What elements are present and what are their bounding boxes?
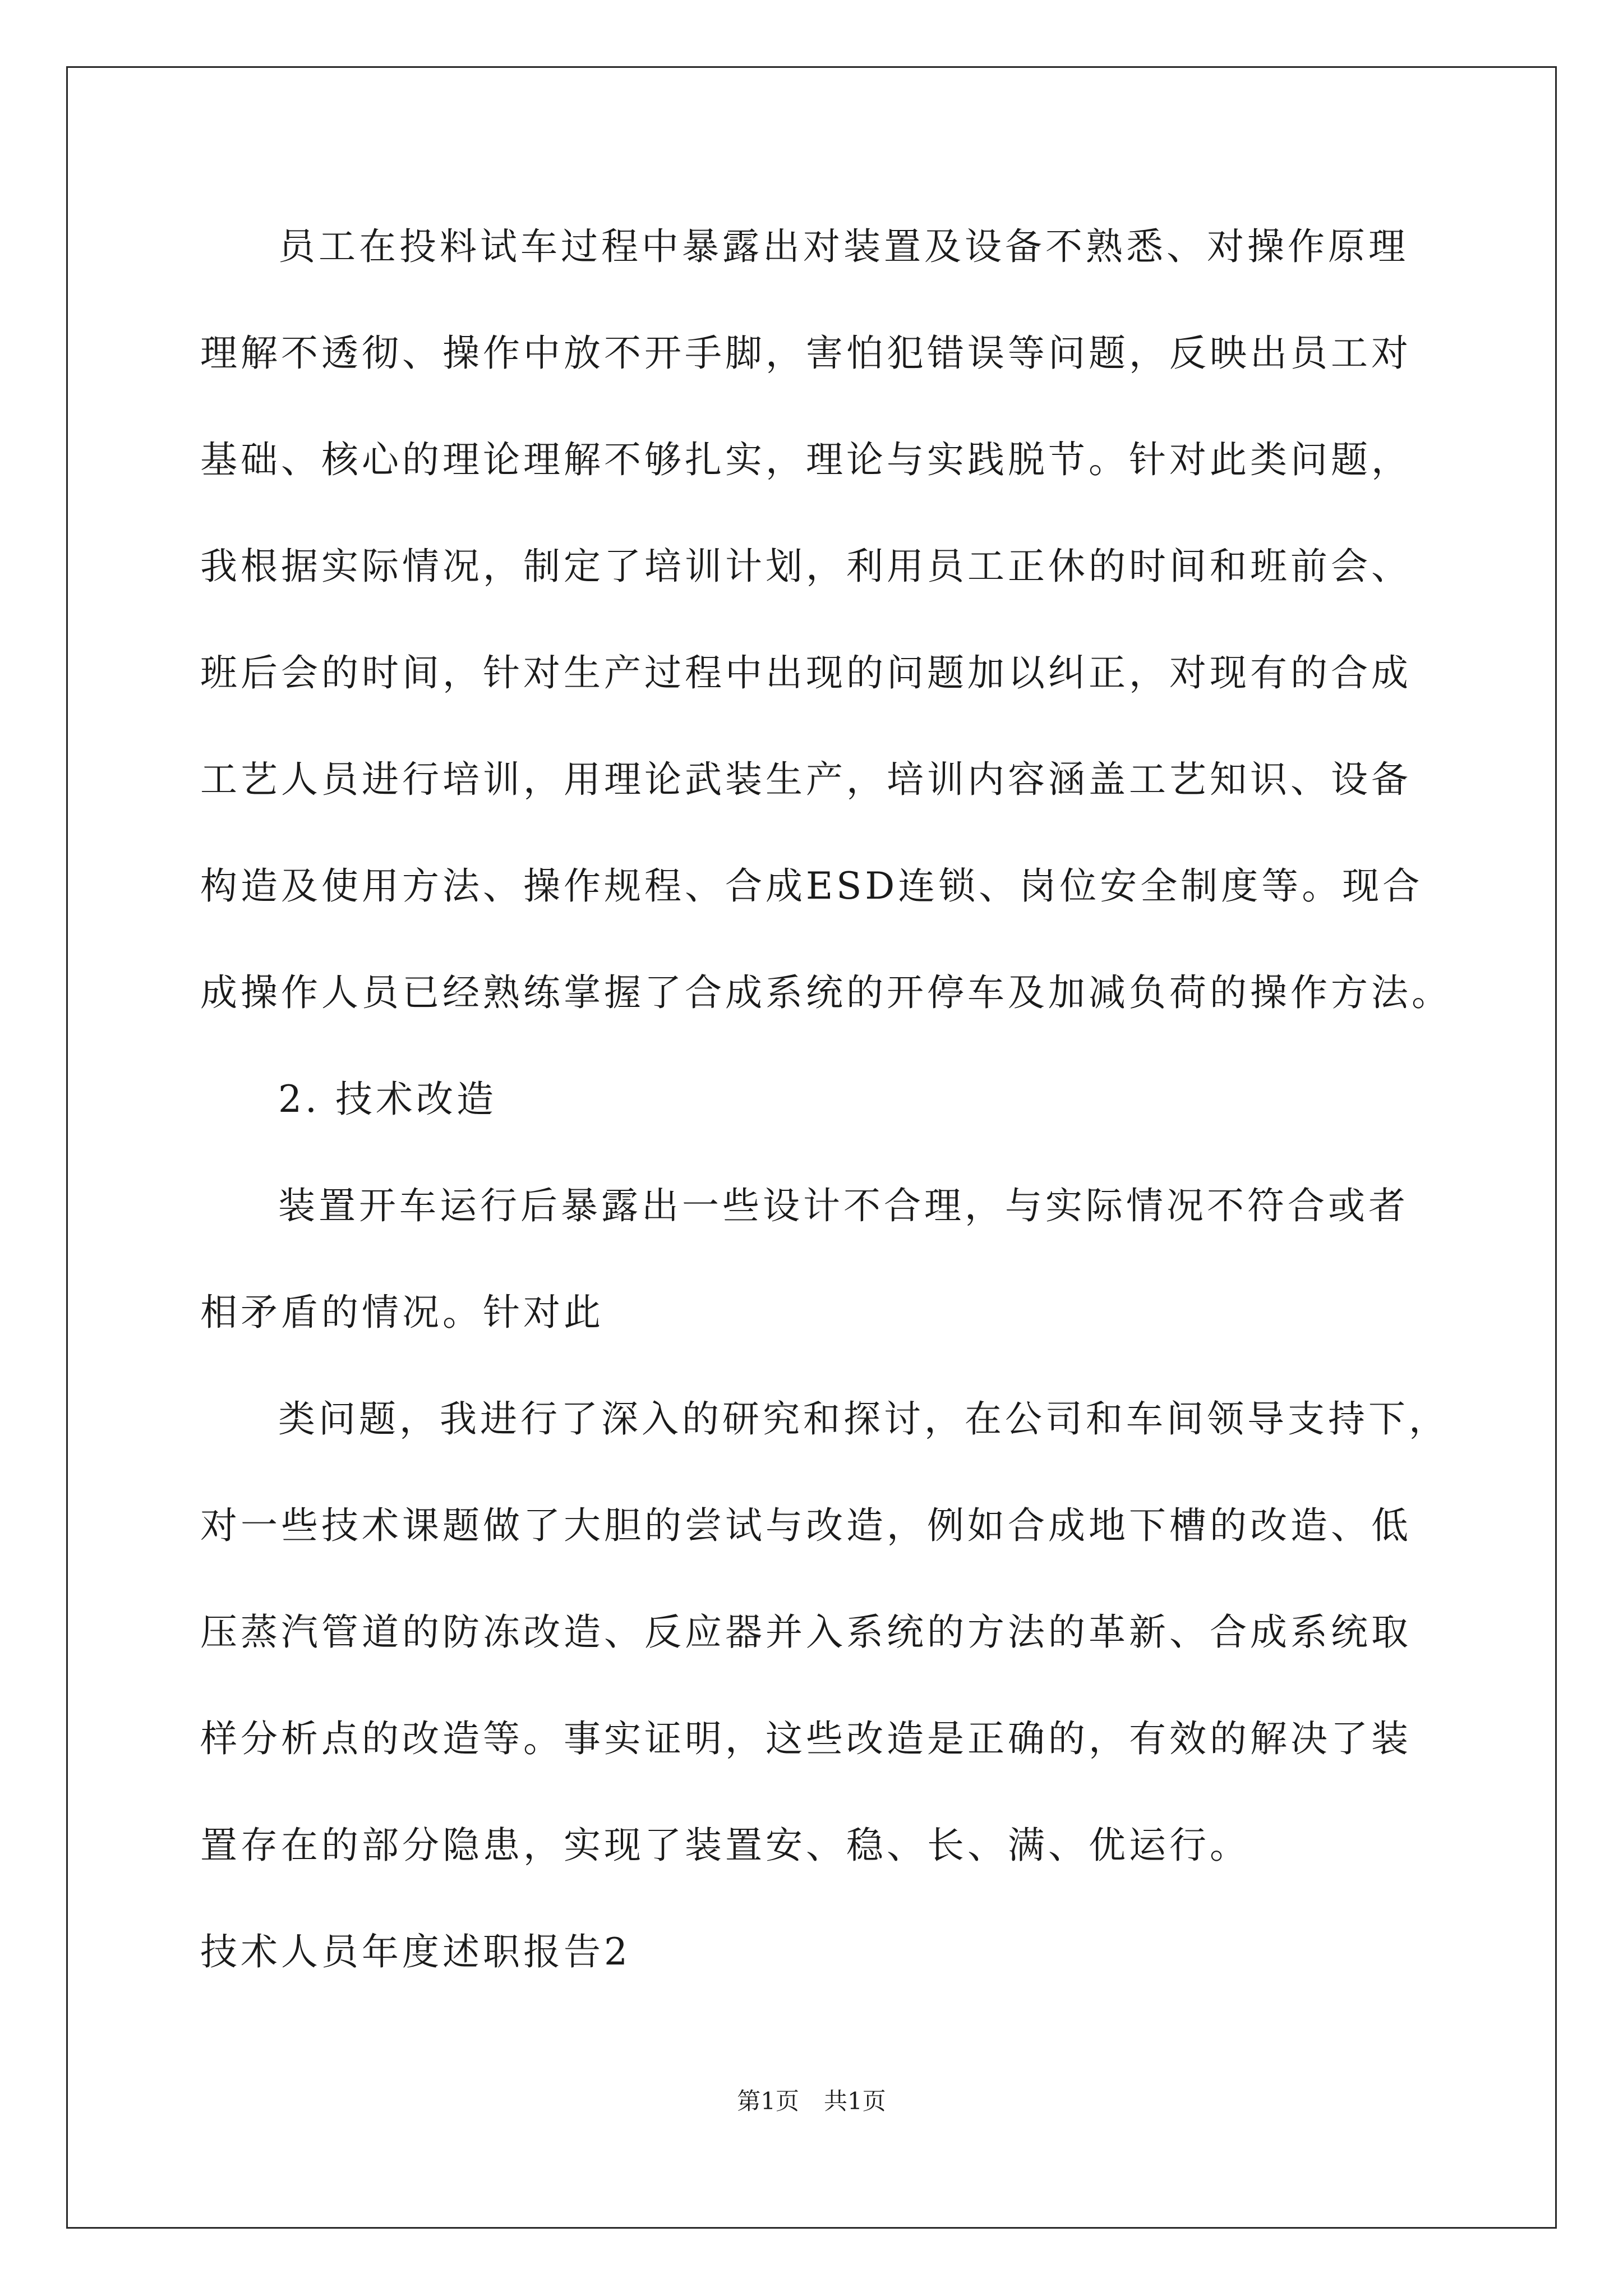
paragraph-1-line-2: 理解不透彻、操作中放不开手脚，害怕犯错误等问题，反映出员工对 [200,332,1412,375]
page-footer [0,2086,1623,2117]
paragraph-2-line-1: 装置开车运行后暴露出一些设计不合理，与实际情况不符合或者 [278,1184,1409,1227]
paragraph-1-line-6: 工艺人员进行培训，用理论武装生产，培训内容涵盖工艺知识、设备 [200,758,1412,801]
paragraph-1-line-5: 班后会的时间，针对生产过程中出现的问题加以纠正，对现有的合成 [200,651,1412,694]
paragraph-3-line-1: 类问题，我进行了深入的研究和探讨，在公司和车间领导支持下， [278,1397,1449,1441]
paragraph-3-line-5: 置存在的部分隐患，实现了装置安、稳、长、满、优运行。 [200,1824,1250,1867]
paragraph-1-line-4: 我根据实际情况，制定了培训计划，利用员工正休的时间和班前会、 [200,545,1412,588]
section-heading: 2. 技术改造 [278,1078,497,1121]
next-report-title: 技术人员年度述职报告2 [200,1930,631,1973]
paragraph-1-line-7: 构造及使用方法、操作规程、合成ESD连锁、岗位安全制度等。现合 [200,864,1423,908]
page-border [66,66,1557,2229]
paragraph-3-line-3: 压蒸汽管道的防冻改造、反应器并入系统的方法的革新、合成系统取 [200,1611,1412,1654]
paragraph-1-line-3: 基础、核心的理论理解不够扎实，理论与实践脱节。针对此类问题， [200,438,1412,481]
paragraph-1-line-8: 成操作人员已经熟练掌握了合成系统的开停车及加减负荷的操作方法。 [200,971,1452,1014]
paragraph-3-line-2: 对一些技术课题做了大胆的尝试与改造，例如合成地下槽的改造、低 [200,1504,1412,1547]
paragraph-1-line-1: 员工在投料试车过程中暴露出对装置及设备不熟悉、对操作原理 [278,225,1409,268]
page-number-label: 第1页 [737,2087,799,2115]
total-pages-label: 共1页 [824,2087,886,2115]
paragraph-3-line-4: 样分析点的改造等。事实证明，这些改造是正确的，有效的解决了装 [200,1717,1412,1760]
paragraph-2-line-2: 相矛盾的情况。针对此 [200,1291,604,1334]
